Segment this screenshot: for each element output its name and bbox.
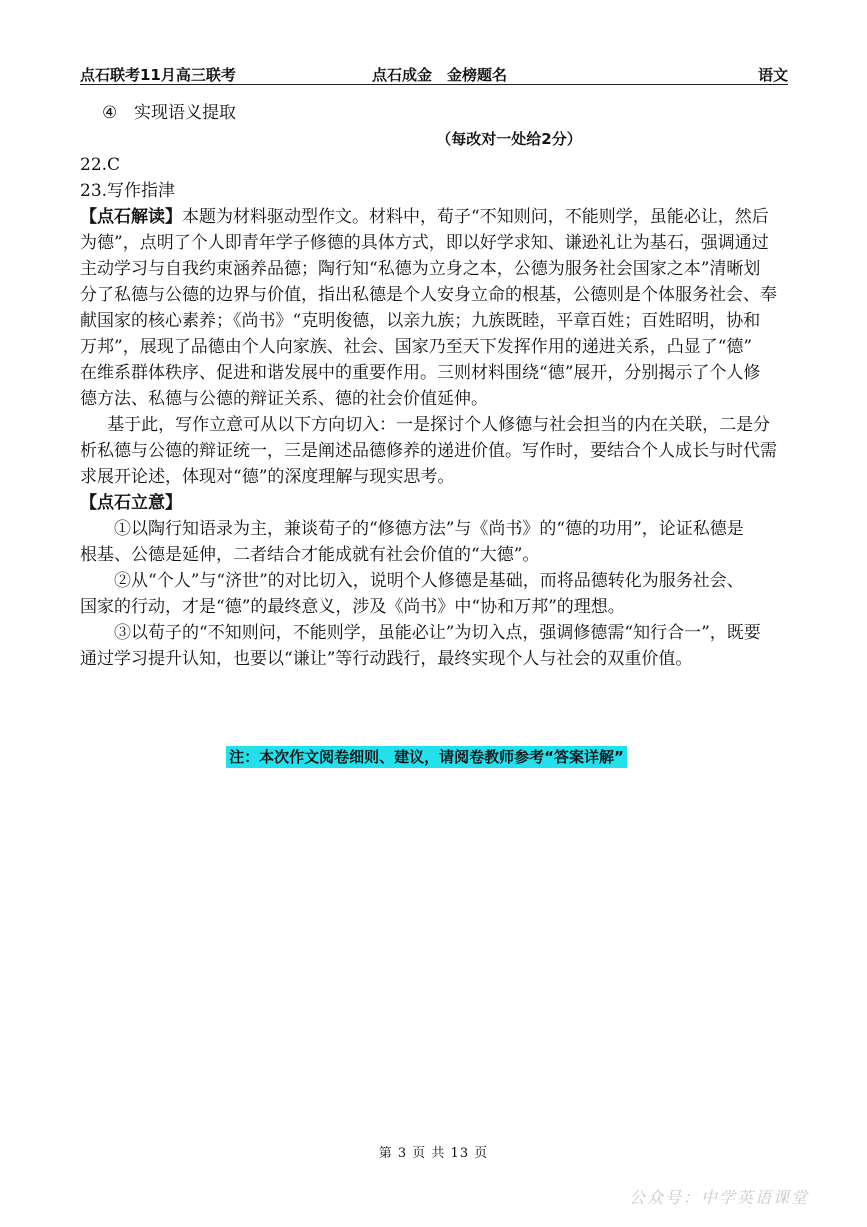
answer-item-4	[80, 100, 788, 126]
liyi-point-1	[80, 516, 788, 568]
liyi-point-3	[80, 620, 788, 672]
basis-line: 基于此，写作立意可从以下方向切入：一是探讨个人修德与社会担当的内在关联，二是分	[107, 415, 771, 435]
jiedu-line: 德方法、私德与公德的辩证关系、德的社会价值延伸。	[80, 389, 488, 409]
liyi-point-2	[80, 568, 788, 620]
grading-notice-wrap	[0, 746, 867, 768]
jiedu-line: 本题为材料驱动型作文。材料中，荀子“不知则问，不能则学，虽能必让，然后	[182, 207, 769, 227]
jiedu-line: 献国家的核心素养；《尚书》“克明俊德，以亲九族；九族既睦，平章百姓；百姓昭明，协和	[80, 311, 761, 331]
liyi-tag: 【点石立意】	[80, 493, 182, 513]
jiedu-section	[80, 204, 788, 412]
jiedu-line: 万邦”，展现了品德由个人向家族、社会、国家乃至天下发挥作用的递进关系，凸显了“德”	[80, 337, 753, 357]
watermark: 公众号：中学英语课堂	[628, 1188, 809, 1207]
question-23-heading: 23.写作指津	[80, 181, 176, 201]
basis-line: 析私德与公德的辩证统一，三是阐述品德修养的递进价值。写作时，要结合个人成长与时代需	[80, 441, 777, 461]
item-number: ④	[102, 103, 118, 123]
jiedu-line: 在维系群体秩序、促进和谐发展中的重要作用。三则材料围绕“德”展开，分别揭示了个人修	[80, 363, 761, 383]
question-22-answer: 22.C	[80, 155, 121, 175]
basis-paragraph	[80, 412, 788, 490]
liyi-line: 国家的行动，才是“德”的最终意义，涉及《尚书》中“协和万邦”的理想。	[80, 597, 625, 617]
liyi-line: 根基、公德是延伸，二者结合才能成就有社会价值的“大德”。	[80, 545, 540, 565]
jiedu-line: 主动学习与自我约束涵养品德；陶行知“私德为立身之本，公德为服务社会国家之本”清晰划	[80, 259, 761, 279]
liyi-line: 通过学习提升认知，也要以“谦让”等行动践行，最终实现个人与社会的双重价值。	[80, 649, 693, 669]
basis-line: 求展开论述，体现对“德”的深度理解与现实思考。	[80, 467, 455, 487]
page-header	[80, 62, 788, 85]
liyi-line: ①以陶行知语录为主，兼谈荀子的“修德方法”与《尚书》的“德的功用”，论证私德是	[114, 519, 744, 539]
liyi-line: ③以荀子的“不知则问，不能则学，虽能必让”为切入点，强调修德需“知行合一”，既要	[114, 623, 761, 643]
jiedu-line: 分了私德与公德的边界与价值，指出私德是个人安身立命的根基，公德则是个体服务社会、奉	[80, 285, 777, 305]
page-number: 第 3 页 共 13 页	[378, 1146, 489, 1161]
header-exam-title: 点石联考11月高三联考	[80, 66, 236, 84]
grading-notice: 注：本次作文阅卷细则、建议，请阅卷教师参考“答案详解”	[226, 746, 627, 768]
item-text: 实现语义提取	[134, 103, 236, 123]
header-subject: 语文	[757, 66, 788, 84]
score-note: （每改对一处给2分）	[436, 130, 582, 148]
answer-content	[80, 100, 788, 672]
jiedu-tag: 【点石解读】	[80, 207, 182, 227]
header-slogan: 点石成金 金榜题名	[372, 66, 508, 84]
liyi-line: ②从“个人”与“济世”的对比切入，说明个人修德是基础，而将品德转化为服务社会、	[114, 571, 744, 591]
jiedu-line: 为德”，点明了个人即青年学子修德的具体方式，即以好学求知、谦逊礼让为基石，强调通过	[80, 233, 769, 253]
